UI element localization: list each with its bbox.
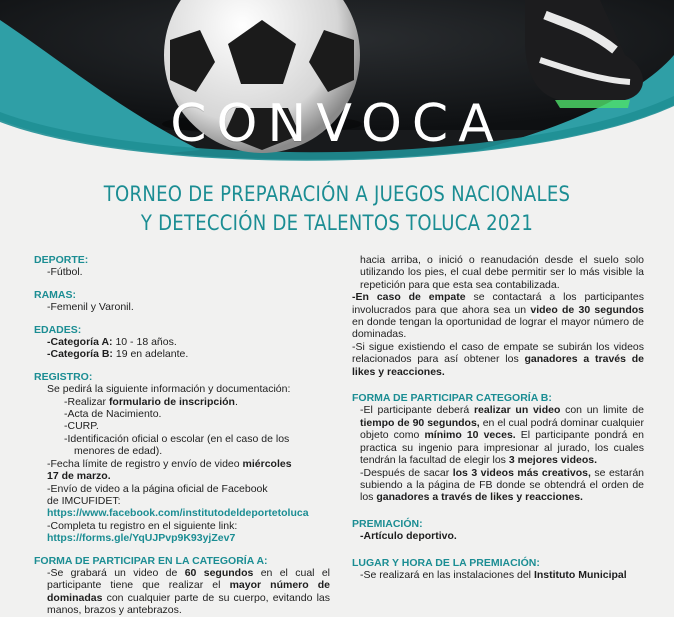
cat-b-p3-bold: mínimo 10 veces. [424,429,516,442]
cat-b-q1: -Después de sacar [360,466,453,479]
form-link[interactable]: https://forms.gle/YqUJPvp9K93yjZev7 [47,532,236,545]
cat-b-after [352,467,644,504]
registro-envio-a: -Envío de video a la página oficial de Facebook [47,482,268,495]
cat-b-heading: FORMA DE PARTICIPAR CATEGORÍA B: [352,392,552,405]
cat-a-label: -Categoría A: [47,336,113,349]
fecha-bold-a: miércoles [242,457,292,470]
registro-completa: -Completa tu registro en el siguiente link: [47,519,238,532]
fecha-bold-b: 17 de marzo. [47,470,111,483]
empate-text-1: se contactará a los participantes involucrados para que ahora sea un [352,291,644,316]
ramas-item: -Femenil y Varonil. [47,301,134,314]
sigue-text-1: -Si sigue existiendo el caso de empate se subirán los videos relacionados para así obtener los [352,340,644,366]
cat-b-p1-bold: realizar un video [473,404,561,417]
sigue-bold: ganadores a través de likes y reacciones. [352,353,644,378]
cat-a-heading: FORMA DE PARTICIPAR EN LA CATEGORÍA A: [34,554,268,567]
cat-a-p1-bold: 60 segundos [184,566,254,579]
registro-req3: -CURP. [64,420,99,433]
deporte-item: -Fútbol. [47,266,83,279]
edades-cat-a [34,336,330,348]
cat-b-text [352,404,644,466]
registro-heading: REGISTRO: [34,370,93,383]
cat-b-p4-bold: 3 mejores videos. [508,454,597,467]
right-column [352,254,644,581]
cat-b-label: -Categoría B: [47,348,113,361]
cat-b-value: 19 en adelante. [112,348,189,361]
lugar-bold: Instituto Municipal [533,568,627,581]
registro-fecha-b [34,470,330,482]
cat-a-value: 10 - 18 años. [112,336,177,349]
registro-envio-b: de IMCUFIDET: [47,494,121,507]
cat-b-q2: se estarán subiendo a la página de FB donde se obtendrá el orden de los [360,466,644,504]
cat-b-q1-bold: los 3 videos más creativos, [452,466,591,479]
cat-b-p3: en el cual podrá dominar cualquier objeto como [360,416,644,442]
empate-text-2: en donde tengan la oportunidad de lograr el mayor número de dominadas. [352,316,644,341]
empate-text [352,291,644,341]
registro-req4b: menores de edad). [74,445,163,458]
event-title-line1: TORNEO DE PREPARACIÓN A JUEGOS NACIONALES [103,182,571,206]
registro-req2: -Acta de Nacimiento. [64,408,162,421]
cat-a-p2-bold: mayor número de dominadas [47,579,330,604]
cat-a-p3: con cualquier parte de su cuerpo, evitando las manos, brazos y antebrazos. [47,591,330,617]
premiacion-item [352,530,644,542]
cat-b-q2-bold: ganadores a través de likes y reacciones. [376,491,583,504]
left-column [34,254,330,617]
empate-bold: -En caso de empate [352,291,466,304]
premiacion-item-bold: -Artículo deportivo. [360,530,457,543]
fecha-text: -Fecha límite de registro y envío de video [47,457,243,470]
lugar-text-1: -Se realizará en las instalaciones del [360,568,534,581]
lugar-text [352,569,644,581]
empate-bold-2: video de 30 segundos [530,303,645,316]
headline: CONVOCA [170,94,504,154]
ramas-heading: RAMAS: [34,288,76,301]
edades-cat-b [34,348,330,360]
cat-b-p2-bold: tiempo de 90 segundos, [360,416,480,429]
event-title-line2: Y DETECCIÓN DE TALENTOS TOLUCA 2021 [140,211,534,235]
header-banner [0,0,674,170]
cat-a-p2: en el cual el participante tiene que realizar el [47,566,331,592]
cont-a-text: hacia arriba, o inició o reanudación desde el suelo solo utilizando los pies, el cual debe permitir ser lo más visible la repetición para que esta sea contabilizada. [360,254,644,291]
cat-a-text [34,567,330,617]
registro-intro: Se pedirá la siguiente información y documentación: [47,383,291,396]
req1-bold[interactable]: formulario de inscripción [108,395,235,408]
registro-fecha [34,458,330,470]
cat-b-p1: -El participante deberá [360,404,474,417]
registro-req1 [34,396,330,408]
sigue-text [352,341,644,378]
cat-b-p2: con un limite de [560,404,644,417]
req1-pre: -Realizar [64,395,109,408]
req1-post: . [234,395,238,408]
edades-heading: EDADES: [34,323,82,336]
cat-b-p4: El participante pondrá en practica su ingenio para impresionar al jurado, los cuales tendrán la facultad de elegir los [360,429,644,467]
registro-req4a: -Identificación oficial o escolar (en el caso de los [64,432,290,445]
cat-a-p1: -Se grabará un video de [47,566,185,579]
lugar-heading: LUGAR Y HORA DE LA PREMIACIÓN: [352,556,540,569]
facebook-link[interactable]: https://www.facebook.com/institutodeldeportetoluca [47,507,309,520]
deporte-heading: DEPORTE: [34,254,89,266]
event-title [47,180,627,238]
premiacion-heading: PREMIACIÓN: [352,517,423,530]
